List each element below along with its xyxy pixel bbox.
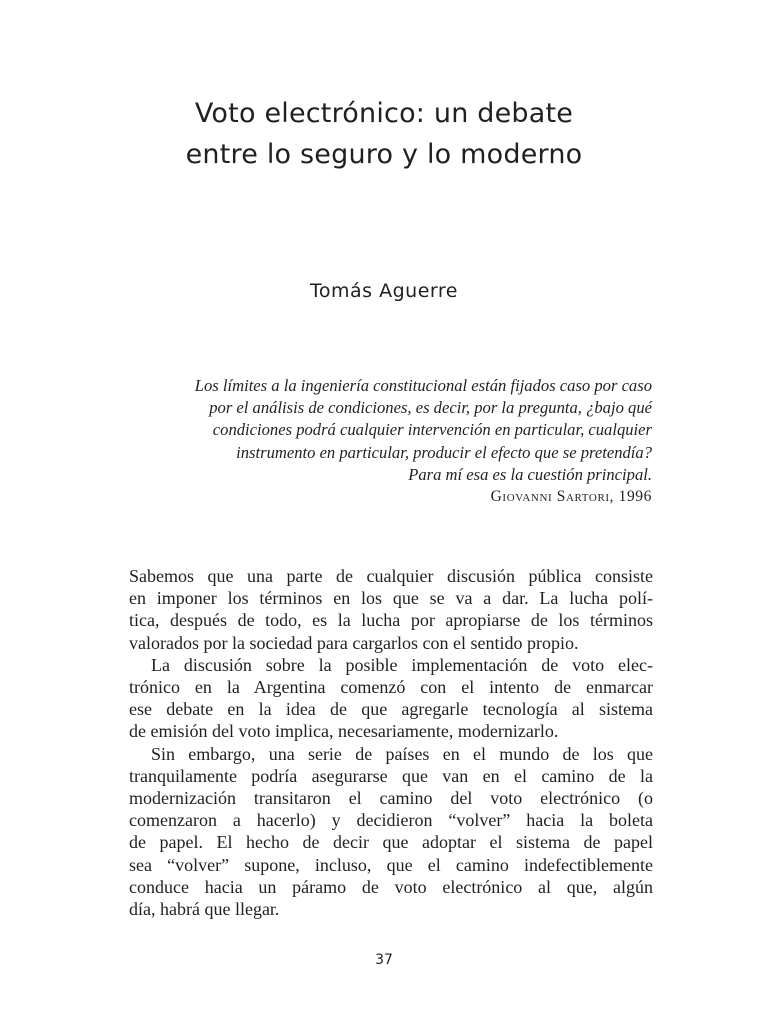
text-line: Sabemos que una parte de cualquier discusión pública consiste (129, 566, 653, 586)
text-line: día, habrá que llegar. (129, 899, 280, 920)
text-line: La discusión sobre la posible implementación de voto elec- (151, 654, 653, 675)
page-number: 37 (375, 952, 393, 968)
chapter-title (0, 93, 768, 175)
paragraph-3 (129, 743, 653, 921)
text-line: trónico en la Argentina comenzó con el intento de enmarcar (129, 677, 653, 698)
text-line: tica, después de todo, es la lucha por apropiarse de los términos (129, 610, 653, 631)
text-line: tranquilamente podría asegurarse que van en el camino de la (129, 765, 653, 786)
author-name: Tomás Aguerre (310, 280, 458, 302)
epigraph-line: por el análisis de condiciones, es decir, por la pregunta, ¿bajo qué (209, 398, 652, 418)
epigraph-attribution: Giovanni Sartori, 1996 (490, 488, 652, 505)
text-line: sea “volver” supone, incluso, que el camino indefectiblemente (129, 854, 653, 875)
epigraph (110, 375, 652, 486)
paragraph-1 (129, 565, 653, 654)
text-line: de emisión del voto implica, necesariamente, modernizarlo. (129, 721, 559, 742)
text-line: Sin embargo, una serie de países en el mundo de los que (151, 743, 653, 764)
chapter-title-line-1: Voto electrónico: un debate (194, 98, 574, 129)
text-line: conduce hacia un páramo de voto electrónico al que, algún (129, 876, 653, 897)
body-text (129, 565, 653, 920)
epigraph-line: instrumento en particular, producir el efecto que se pretendía? (236, 442, 652, 462)
epigraph-line: Los límites a la ingeniería constitucional están fijados caso por caso (194, 376, 652, 395)
text-line: ese debate en la idea de que agregarle tecnología al sistema (129, 699, 653, 720)
epigraph-line: Para mí esa es la cuestión principal. (408, 464, 652, 484)
epigraph-line: condiciones podrá cualquier intervención en particular, cualquier (212, 420, 652, 440)
text-line: comenzaron a hacerlo) y decidieron “volver” hacia la boleta (129, 810, 653, 831)
text-line: modernización transitaron el camino del voto electrónico (o (129, 788, 653, 809)
chapter-title-line-2: entre lo seguro y lo moderno (185, 139, 583, 170)
text-line: de papel. El hecho de decir que adoptar el sistema de papel (129, 832, 653, 853)
paragraph-2 (129, 654, 653, 743)
text-line: valorados por la sociedad para cargarlos con el sentido propio. (129, 632, 579, 653)
text-line: en imponer los términos en los que se va a dar. La lucha polí- (129, 588, 653, 609)
